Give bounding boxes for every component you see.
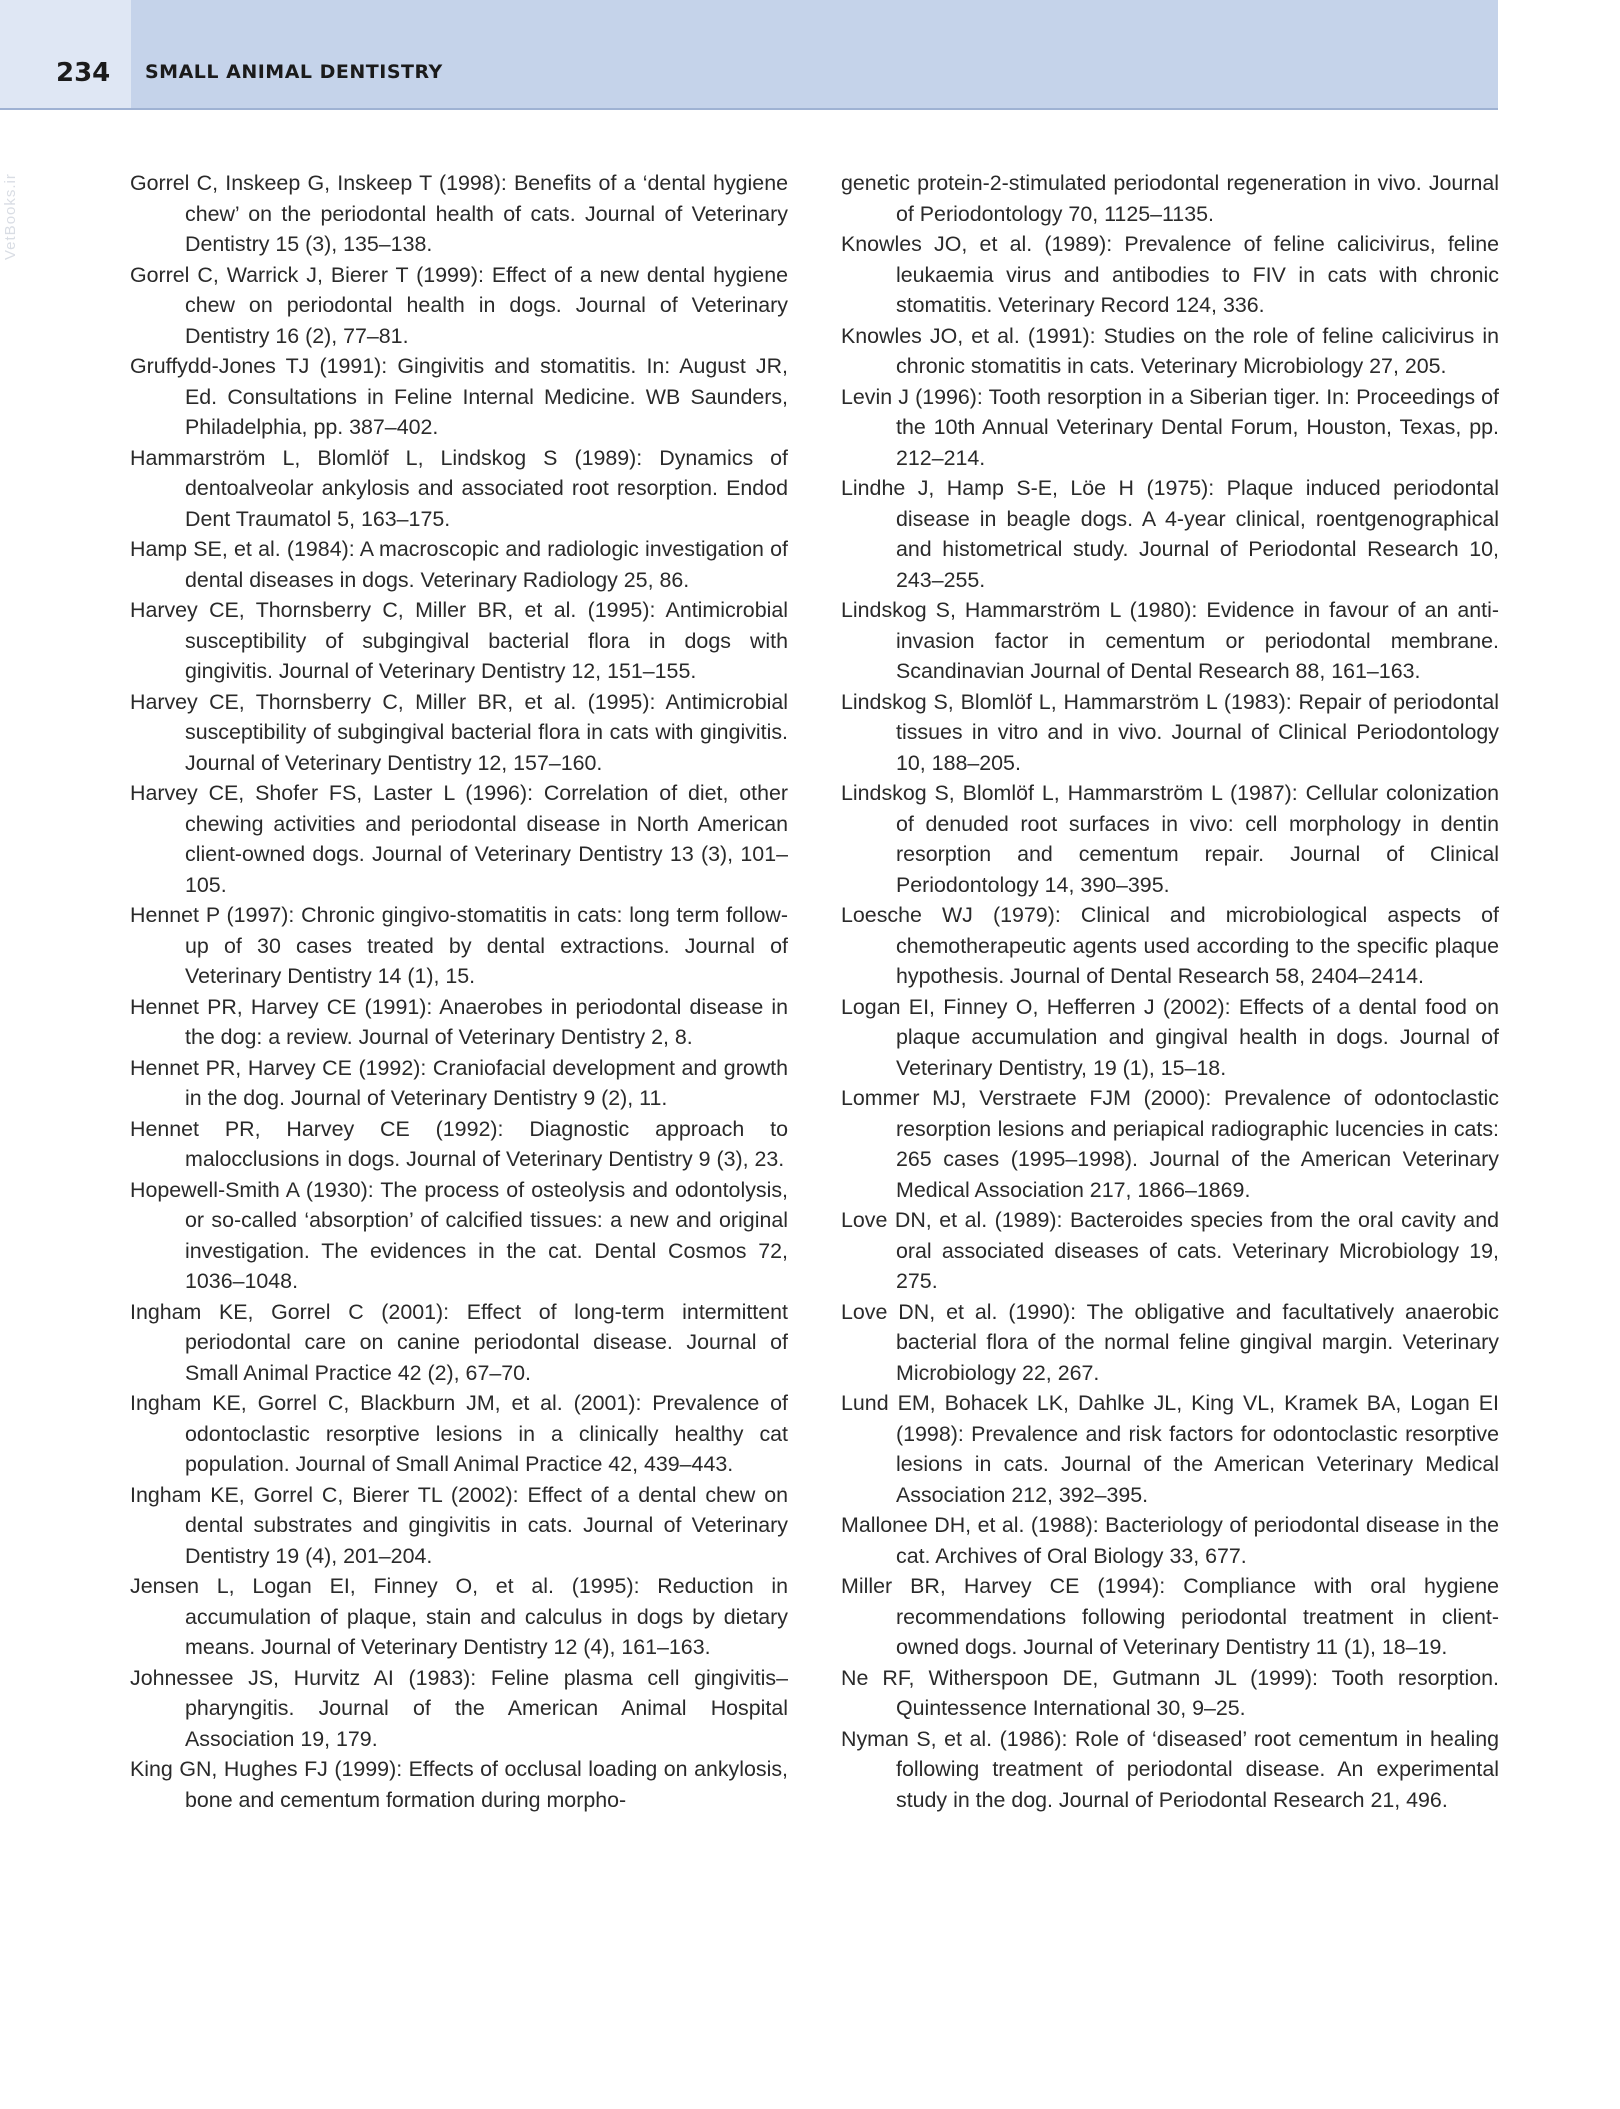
running-title: SMALL ANIMAL DENTISTRY: [145, 61, 443, 83]
reference-entry: Jensen L, Logan EI, Finney O, et al. (1995): Reduction in accumulation of plaque, stain and calculus in dogs by dietary means. Journal of Veterinary Dentistry 12 (4), 161–163.: [130, 1574, 788, 1659]
reference-entry: Ingham KE, Gorrel C (2001): Effect of long-term intermittent periodontal care on canine periodontal disease. Journal of Small Animal Practice 42 (2), 67–70.: [130, 1299, 788, 1385]
reference-entry: Knowles JO, et al. (1991): Studies on the role of feline calicivirus in chronic stomatitis in cats. Veterinary Microbiology 27, 205.: [841, 323, 1499, 378]
references-left-column: [130, 168, 788, 1815]
reference-entry: Gorrel C, Inskeep G, Inskeep T (1998): Benefits of a ‘dental hygiene chew’ on the periodontal health of cats. Journal of Veterinary Dentistry 15 (3), 135–138.: [130, 171, 788, 256]
reference-entry: Lund EM, Bohacek LK, Dahlke JL, King VL, Kramek BA, Logan EI (1998): Prevalence and risk factors for odontoclastic resorptive lesions in cats. Journal of the American Veterinary Medical Association 212, 392–395.: [841, 1391, 1499, 1507]
reference-entry: Gruffydd-Jones TJ (1991): Gingivitis and stomatitis. In: August JR, Ed. Consultations in Feline Internal Medicine. WB Saunders, Philadelphia, pp. 387–402.: [130, 354, 788, 439]
reference-entry: Harvey CE, Thornsberry C, Miller BR, et al. (1995): Antimicrobial susceptibility of subgingival bacterial flora in dogs with gingivitis. Journal of Veterinary Dentistry 12, 151–155.: [130, 598, 788, 683]
reference-entry: Hopewell-Smith A (1930): The process of osteolysis and odontolysis, or so-called ‘absorption’ of calcified tissues: a new and original investigation. The evidences in the cat. Dental Cosmos 72, 1036–1048.: [130, 1177, 788, 1293]
reference-entry: Ingham KE, Gorrel C, Bierer TL (2002): Effect of a dental chew on dental substrates and gingivitis in cats. Journal of Veterinary Dentistry 19 (4), 201–204.: [130, 1482, 788, 1568]
page-number-box: [0, 0, 131, 108]
page-header: [0, 0, 1498, 110]
reference-entry: Lindskog S, Blomlöf L, Hammarström L (1983): Repair of periodontal tissues in vitro and in vivo. Journal of Clinical Periodontology 10, 188–205.: [841, 689, 1499, 775]
watermark: VetBooks.ir: [2, 173, 19, 260]
reference-entry: Harvey CE, Shofer FS, Laster L (1996): Correlation of diet, other chewing activities and periodontal disease in North American client-owned dogs. Journal of Veterinary Dentistry 13 (3), 101–105.: [130, 781, 788, 897]
reference-entry: King GN, Hughes FJ (1999): Effects of occlusal loading on ankylosis, bone and cementum formation during morpho-: [130, 1757, 788, 1812]
reference-entry: Love DN, et al. (1990): The obligative and facultatively anaerobic bacterial flora of the normal feline gingival margin. Veterinary Microbiology 22, 267.: [841, 1299, 1499, 1385]
reference-entry: Hammarström L, Blomlöf L, Lindskog S (1989): Dynamics of dentoalveolar ankylosis and associated root resorption. Endod Dent Traumatol 5, 163–175.: [130, 445, 788, 531]
reference-entry: Johnessee JS, Hurvitz AI (1983): Feline plasma cell gingivitis–pharyngitis. Journal of the American Animal Hospital Association 19, 179.: [130, 1665, 788, 1751]
reference-entry: Hennet P (1997): Chronic gingivo-stomatitis in cats: long term follow-up of 30 cases treated by dental extractions. Journal of Veterinary Dentistry 14 (1), 15.: [130, 903, 788, 988]
reference-entry: Lindhe J, Hamp S-E, Löe H (1975): Plaque induced periodontal disease in beagle dogs. A 4-year clinical, roentgenographical and histometrical study. Journal of Periodontal Research 10, 243–255.: [841, 476, 1499, 592]
reference-entry: Ingham KE, Gorrel C, Blackburn JM, et al. (2001): Prevalence of odontoclastic resorptive lesions in a clinically healthy cat population. Journal of Small Animal Practice 42, 439–443.: [130, 1391, 788, 1476]
reference-entry: Harvey CE, Thornsberry C, Miller BR, et al. (1995): Antimicrobial susceptibility of subgingival bacterial flora in cats with gingivitis. Journal of Veterinary Dentistry 12, 157–160.: [130, 689, 788, 775]
references-right-column: [841, 168, 1499, 1815]
reference-entry: Hennet PR, Harvey CE (1992): Craniofacial development and growth in the dog. Journal of Veterinary Dentistry 9 (2), 11.: [130, 1055, 788, 1110]
reference-entry: Knowles JO, et al. (1989): Prevalence of feline calicivirus, feline leukaemia virus and antibodies to FIV in cats with chronic stomatitis. Veterinary Record 124, 336.: [841, 232, 1499, 317]
reference-entry: Hennet PR, Harvey CE (1991): Anaerobes in periodontal disease in the dog: a review. Journal of Veterinary Dentistry 2, 8.: [130, 994, 788, 1049]
reference-entry: Levin J (1996): Tooth resorption in a Siberian tiger. In: Proceedings of the 10th Annual Veterinary Dental Forum, Houston, Texas, pp. 212–214.: [841, 384, 1499, 470]
reference-entry: Miller BR, Harvey CE (1994): Compliance with oral hygiene recommendations following periodontal treatment in client-owned dogs. Journal of Veterinary Dentistry 11 (1), 18–19.: [841, 1574, 1499, 1659]
reference-entry: Lindskog S, Hammarström L (1980): Evidence in favour of an anti-invasion factor in cementum or periodontal membrane. Scandinavian Journal of Dental Research 88, 161–163.: [841, 598, 1499, 683]
reference-entry: Love DN, et al. (1989): Bacteroides species from the oral cavity and oral associated diseases of cats. Veterinary Microbiology 19, 275.: [841, 1208, 1499, 1293]
reference-entry: Lommer MJ, Verstraete FJM (2000): Prevalence of odontoclastic resorption lesions and periapical radiographic lucencies in cats: 265 cases (1995–1998). Journal of the American Veterinary Medical Association 217, 1866–1869.: [841, 1086, 1499, 1202]
reference-entry: Nyman S, et al. (1986): Role of ‘diseased’ root cementum in healing following treatment of periodontal disease. An experimental study in the dog. Journal of Periodontal Research 21, 496.: [841, 1726, 1499, 1812]
reference-entry: Logan EI, Finney O, Hefferren J (2002): Effects of a dental food on plaque accumulation and gingival health in dogs. Journal of Veterinary Dentistry, 19 (1), 15–18.: [841, 994, 1499, 1080]
reference-entry: Lindskog S, Blomlöf L, Hammarström L (1987): Cellular colonization of denuded root surfaces in vivo: cell morphology in dentin resorption and cementum repair. Journal of Clinical Periodontology 14, 390–395.: [841, 781, 1499, 897]
page-number: 234: [56, 58, 111, 88]
reference-entry: Gorrel C, Warrick J, Bierer T (1999): Effect of a new dental hygiene chew on periodontal health in dogs. Journal of Veterinary Dentistry 16 (2), 77–81.: [130, 262, 788, 348]
reference-entry: Ne RF, Witherspoon DE, Gutmann JL (1999): Tooth resorption. Quintessence International 30, 9–25.: [841, 1665, 1499, 1720]
reference-entry: Hennet PR, Harvey CE (1992): Diagnostic approach to malocclusions in dogs. Journal of Veterinary Dentistry 9 (3), 23.: [130, 1116, 788, 1171]
reference-entry: Loesche WJ (1979): Clinical and microbiological aspects of chemotherapeutic agents used according to the specific plaque hypothesis. Journal of Dental Research 58, 2404–2414.: [841, 903, 1499, 988]
reference-entry: Hamp SE, et al. (1984): A macroscopic and radiologic investigation of dental diseases in dogs. Veterinary Radiology 25, 86.: [130, 537, 788, 592]
reference-entry: Mallonee DH, et al. (1988): Bacteriology of periodontal disease in the cat. Archives of Oral Biology 33, 677.: [841, 1513, 1499, 1568]
reference-entry-continued: genetic protein-2-stimulated periodontal regeneration in vivo. Journal of Periodontology 70, 1125–1135.: [841, 171, 1499, 226]
